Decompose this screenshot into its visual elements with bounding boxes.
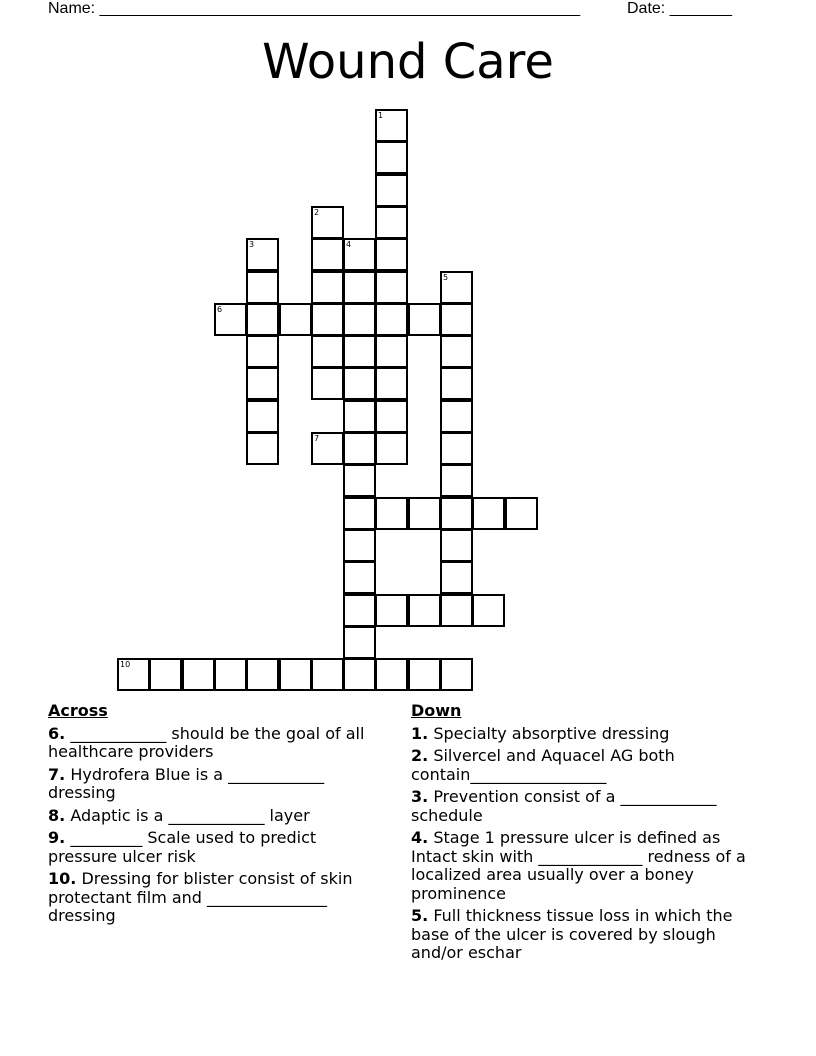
crossword-cell[interactable]: [343, 529, 376, 562]
crossword-cell[interactable]: [311, 658, 344, 691]
cell-number: 7: [314, 434, 320, 443]
crossword-cell[interactable]: [440, 561, 473, 594]
crossword-cell[interactable]: [440, 594, 473, 627]
crossword-cell[interactable]: [440, 303, 473, 336]
crossword-cell[interactable]: [246, 303, 279, 336]
crossword-cell[interactable]: [214, 303, 247, 336]
crossword-cell[interactable]: [182, 658, 215, 691]
crossword-cell[interactable]: [246, 400, 279, 433]
across-clue-8: [48, 807, 378, 826]
clue-number: 4.: [411, 828, 429, 847]
clue-number: 1.: [411, 723, 429, 743]
crossword-cell[interactable]: [311, 238, 344, 271]
crossword-cell[interactable]: [375, 594, 408, 627]
crossword-cell[interactable]: [311, 206, 344, 239]
crossword-cell[interactable]: [246, 335, 279, 368]
crossword-cell[interactable]: [440, 464, 473, 497]
crossword-cell[interactable]: [246, 271, 279, 304]
cell-number: 1: [378, 111, 384, 120]
crossword-cell[interactable]: [117, 658, 150, 691]
crossword-cell[interactable]: [149, 658, 182, 691]
crossword-cell[interactable]: [375, 238, 408, 271]
clue-text: Silvercel and Aquacel AG both contain_________________: [411, 746, 675, 784]
clue-text: Specialty absorptive dressing: [433, 723, 670, 743]
crossword-cell[interactable]: [279, 303, 312, 336]
crossword-cell[interactable]: [440, 271, 473, 304]
crossword-cell[interactable]: [375, 109, 408, 142]
crossword-cell[interactable]: [440, 658, 473, 691]
across-clue-6: [48, 725, 378, 762]
crossword-cell[interactable]: [343, 658, 376, 691]
crossword-cell[interactable]: [343, 561, 376, 594]
across-clues: [48, 702, 378, 930]
down-clue-1: [411, 725, 771, 744]
crossword-cell[interactable]: [246, 367, 279, 400]
clue-text: Prevention consist of a ____________ schedule: [411, 787, 717, 825]
crossword-cell[interactable]: [343, 432, 376, 465]
crossword-cell[interactable]: [343, 367, 376, 400]
crossword-cell[interactable]: [343, 497, 376, 530]
down-clue-5: [411, 907, 771, 963]
cell-number: 5: [443, 273, 449, 282]
crossword-cell[interactable]: [375, 271, 408, 304]
cell-number: 4: [346, 240, 352, 249]
clue-number: 7.: [48, 764, 66, 784]
crossword-cell[interactable]: [214, 658, 247, 691]
crossword-cell[interactable]: [408, 658, 441, 691]
crossword-cell[interactable]: [343, 594, 376, 627]
crossword-cell[interactable]: [343, 335, 376, 368]
across-heading: Across: [48, 701, 108, 720]
crossword-cell[interactable]: [408, 594, 441, 627]
crossword-cell[interactable]: [375, 174, 408, 207]
crossword-cell[interactable]: [375, 141, 408, 174]
clue-number: 5.: [411, 906, 429, 925]
crossword-cell[interactable]: [375, 206, 408, 239]
across-clue-9: [48, 829, 378, 866]
crossword-cell[interactable]: [375, 335, 408, 368]
down-heading: Down: [411, 701, 462, 720]
clue-text: Stage 1 pressure ulcer is defined as Intact skin with _____________ redness of a localized area usually over a boney prominence: [411, 828, 746, 903]
clue-text: ____________ should be the goal of all healthcare providers: [48, 723, 365, 761]
crossword-cell[interactable]: [472, 497, 505, 530]
crossword-cell[interactable]: [246, 238, 279, 271]
across-clue-10: [48, 870, 378, 926]
across-clue-7: [48, 766, 378, 803]
crossword-cell[interactable]: [311, 303, 344, 336]
crossword-cell[interactable]: [472, 594, 505, 627]
crossword-cell[interactable]: [375, 303, 408, 336]
cell-number: 6: [217, 305, 223, 314]
crossword-cell[interactable]: [311, 335, 344, 368]
crossword-cell[interactable]: [246, 432, 279, 465]
crossword-cell[interactable]: [375, 432, 408, 465]
clue-number: 9.: [48, 828, 66, 847]
crossword-cell[interactable]: [246, 658, 279, 691]
down-clue-2: [411, 747, 771, 784]
crossword-cell[interactable]: [440, 367, 473, 400]
clue-text: Hydrofera Blue is a ____________ dressing: [48, 764, 325, 802]
crossword-cell[interactable]: [375, 497, 408, 530]
clue-text: _________ Scale used to predict pressure ulcer risk: [48, 828, 317, 866]
date-field-label[interactable]: Date: _______: [627, 0, 732, 17]
clue-number: 3.: [411, 787, 429, 806]
crossword-cell[interactable]: [311, 432, 344, 465]
crossword-cell[interactable]: [440, 432, 473, 465]
crossword-cell[interactable]: [505, 497, 538, 530]
crossword-cell[interactable]: [343, 271, 376, 304]
cell-number: 2: [314, 208, 320, 217]
clue-number: 6.: [48, 723, 66, 743]
crossword-cell[interactable]: [343, 400, 376, 433]
clue-number: 2.: [411, 746, 429, 765]
cell-number: 10: [120, 660, 131, 669]
crossword-cell[interactable]: [375, 658, 408, 691]
crossword-cell[interactable]: [311, 271, 344, 304]
page-title: Wound Care: [262, 34, 554, 90]
clue-text: Full thickness tissue loss in which the base of the ulcer is covered by slough and/or eschar: [411, 906, 733, 962]
crossword-cell[interactable]: [343, 238, 376, 271]
down-clue-4: [411, 829, 771, 903]
down-clues: [411, 702, 771, 967]
down-clue-3: [411, 788, 771, 825]
crossword-cell[interactable]: [343, 626, 376, 659]
crossword-cell[interactable]: [440, 400, 473, 433]
clue-number: 10.: [48, 869, 77, 888]
clue-text: Adaptic is a ____________ layer: [70, 805, 310, 825]
name-field-label[interactable]: Name: ______________________________________________________: [48, 0, 581, 17]
crossword-cell[interactable]: [311, 367, 344, 400]
crossword-cell[interactable]: [375, 400, 408, 433]
crossword-cell[interactable]: [408, 303, 441, 336]
cell-number: 3: [249, 240, 255, 249]
crossword-cell[interactable]: [440, 335, 473, 368]
crossword-cell[interactable]: [375, 367, 408, 400]
clue-number: 8.: [48, 805, 66, 825]
crossword-cell[interactable]: [343, 303, 376, 336]
crossword-cell[interactable]: [408, 497, 441, 530]
clue-text: Dressing for blister consist of skin protectant film and _______________ dressing: [48, 869, 353, 925]
crossword-cell[interactable]: [343, 464, 376, 497]
crossword-cell[interactable]: [440, 497, 473, 530]
crossword-cell[interactable]: [279, 658, 312, 691]
crossword-cell[interactable]: [440, 529, 473, 562]
